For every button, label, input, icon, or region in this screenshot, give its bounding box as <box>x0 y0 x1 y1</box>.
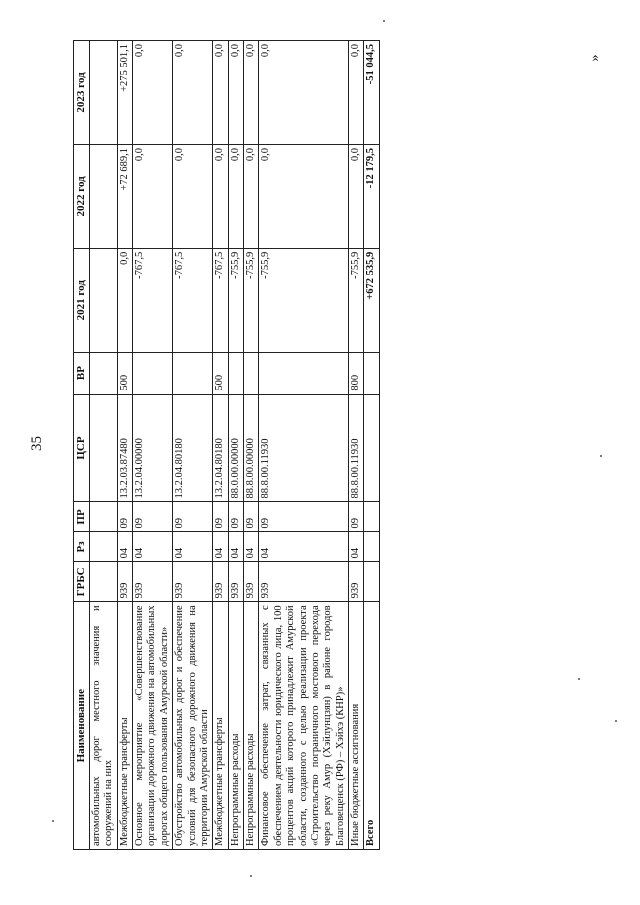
cell-name: Финансовое обеспечение затрат, связанных с обеспечением деятельности юридического лица, 100 процентов акций которого принадлежит Амурской области, созданного с целью реализации проекта «Строительство пограничного мостового перехода через реку Амур (Хэйлунцзян) в районе городов Благовещенск (РФ) – Хэйхэ (КНР)» <box>259 602 349 850</box>
total-y2022: -12 179,5 <box>364 144 379 248</box>
total-y2021: +672 535,9 <box>364 248 379 352</box>
cell-y2023: +275 501,1 <box>117 41 132 145</box>
cell-pr: 09 <box>133 502 173 532</box>
total-pr <box>364 502 379 532</box>
cell-y2021 <box>89 248 117 352</box>
cell-vr <box>259 352 349 394</box>
col-header-vr: ВР <box>74 352 90 394</box>
cell-y2022: +72 689,1 <box>117 144 132 248</box>
cell-y2021: -755,9 <box>228 248 243 352</box>
table-row <box>259 41 349 850</box>
col-header-rz: Рз <box>74 532 90 562</box>
col-header-csr: ЦСР <box>74 394 90 502</box>
cell-pr: 09 <box>244 502 259 532</box>
total-csr <box>364 394 379 502</box>
cell-rz: 04 <box>244 532 259 562</box>
scan-speck <box>250 875 252 877</box>
cell-csr: 88.8.00.11930 <box>349 394 364 502</box>
cell-grbs: 939 <box>213 562 228 602</box>
table-total-row <box>364 41 379 850</box>
cell-y2023 <box>89 41 117 145</box>
cell-pr: 09 <box>117 502 132 532</box>
cell-y2021: -767,5 <box>133 248 173 352</box>
cell-name: Непрограммные расходы <box>244 602 259 850</box>
cell-vr <box>133 352 173 394</box>
cell-grbs: 939 <box>117 562 132 602</box>
cell-csr: 88.8.00.00000 <box>244 394 259 502</box>
cell-y2023: 0,0 <box>173 41 213 145</box>
table-row <box>228 41 243 850</box>
cell-csr: 13.2.03.87480 <box>117 394 132 502</box>
cell-vr: 800 <box>349 352 364 394</box>
table-row <box>133 41 173 850</box>
cell-grbs: 939 <box>228 562 243 602</box>
cell-vr: 500 <box>117 352 132 394</box>
cell-vr <box>89 352 117 394</box>
cell-y2022 <box>89 144 117 248</box>
total-name: Всего <box>364 602 379 850</box>
cell-y2022: 0,0 <box>213 144 228 248</box>
cell-name: Межбюджетные трансферты <box>117 602 132 850</box>
cell-y2022: 0,0 <box>349 144 364 248</box>
cell-rz: 04 <box>213 532 228 562</box>
cell-csr: 13.2.04.00000 <box>133 394 173 502</box>
table-row <box>89 41 117 850</box>
cell-pr <box>89 502 117 532</box>
cell-grbs: 939 <box>349 562 364 602</box>
cell-vr: 500 <box>213 352 228 394</box>
cell-pr: 09 <box>213 502 228 532</box>
table-row <box>349 41 364 850</box>
cell-pr: 09 <box>228 502 243 532</box>
cell-y2022: 0,0 <box>244 144 259 248</box>
cell-y2023: 0,0 <box>349 41 364 145</box>
page-number: 35 <box>29 436 45 451</box>
col-header-pr: ПР <box>74 502 90 532</box>
cell-name: Непрограммные расходы <box>228 602 243 850</box>
cell-grbs <box>89 562 117 602</box>
cell-grbs: 939 <box>133 562 173 602</box>
continuation-mark: » <box>587 54 603 62</box>
cell-y2021: -755,9 <box>259 248 349 352</box>
cell-csr: 13.2.04.80180 <box>173 394 213 502</box>
cell-y2022: 0,0 <box>259 144 349 248</box>
cell-y2023: 0,0 <box>244 41 259 145</box>
cell-y2022: 0,0 <box>133 144 173 248</box>
cell-rz: 04 <box>259 532 349 562</box>
cell-rz: 04 <box>173 532 213 562</box>
cell-rz: 04 <box>349 532 364 562</box>
col-header-grbs: ГРБС <box>74 562 90 602</box>
cell-pr: 09 <box>173 502 213 532</box>
cell-y2023: 0,0 <box>259 41 349 145</box>
cell-grbs: 939 <box>259 562 349 602</box>
cell-y2021: 0,0 <box>117 248 132 352</box>
col-header-2023: 2023 год <box>74 41 90 145</box>
cell-csr <box>89 394 117 502</box>
total-vr <box>364 352 379 394</box>
cell-grbs: 939 <box>244 562 259 602</box>
table-row <box>173 41 213 850</box>
cell-y2023: 0,0 <box>228 41 243 145</box>
cell-name: Иные бюджетные ассигнования <box>349 602 364 850</box>
cell-rz <box>89 532 117 562</box>
cell-y2021: -767,5 <box>173 248 213 352</box>
scan-speck <box>383 20 385 22</box>
col-header-2022: 2022 год <box>74 144 90 248</box>
cell-name: Межбюджетные трансферты <box>213 602 228 850</box>
cell-y2021: -755,9 <box>244 248 259 352</box>
total-rz <box>364 532 379 562</box>
cell-y2022: 0,0 <box>228 144 243 248</box>
cell-grbs: 939 <box>173 562 213 602</box>
cell-y2023: 0,0 <box>133 41 173 145</box>
cell-y2023: 0,0 <box>213 41 228 145</box>
total-grbs <box>364 562 379 602</box>
total-y2023: -51 044,5 <box>364 41 379 145</box>
scan-speck <box>615 720 617 722</box>
table-row <box>117 41 132 850</box>
cell-csr: 13.2.04.80180 <box>213 394 228 502</box>
cell-name: автомобильных дорог местного значения и сооружений на них <box>89 602 117 850</box>
cell-name: Обустройство автомобильных дорог и обеспечение условий для безопасного дорожного движения на территории Амурской области <box>173 602 213 850</box>
cell-y2022: 0,0 <box>173 144 213 248</box>
scan-speck <box>52 820 54 822</box>
col-header-name: Наименование <box>74 602 90 850</box>
cell-rz: 04 <box>133 532 173 562</box>
cell-name: Основное мероприятие «Совершенствование организации дорожного движения на автомобильных дорогах общего пользования Амурской области» <box>133 602 173 850</box>
cell-vr <box>173 352 213 394</box>
table-header-row <box>74 41 90 850</box>
budget-table <box>73 40 380 850</box>
cell-pr: 09 <box>349 502 364 532</box>
cell-y2021: -755,9 <box>349 248 364 352</box>
cell-y2021: -767,5 <box>213 248 228 352</box>
table-row <box>244 41 259 850</box>
cell-vr <box>244 352 259 394</box>
cell-csr: 88.0.00.00000 <box>228 394 243 502</box>
cell-rz: 04 <box>117 532 132 562</box>
cell-pr: 09 <box>259 502 349 532</box>
cell-rz: 04 <box>228 532 243 562</box>
cell-vr <box>228 352 243 394</box>
table-row <box>213 41 228 850</box>
cell-csr: 88.8.00.11930 <box>259 394 349 502</box>
budget-table-region <box>73 40 603 850</box>
col-header-2021: 2021 год <box>74 248 90 352</box>
